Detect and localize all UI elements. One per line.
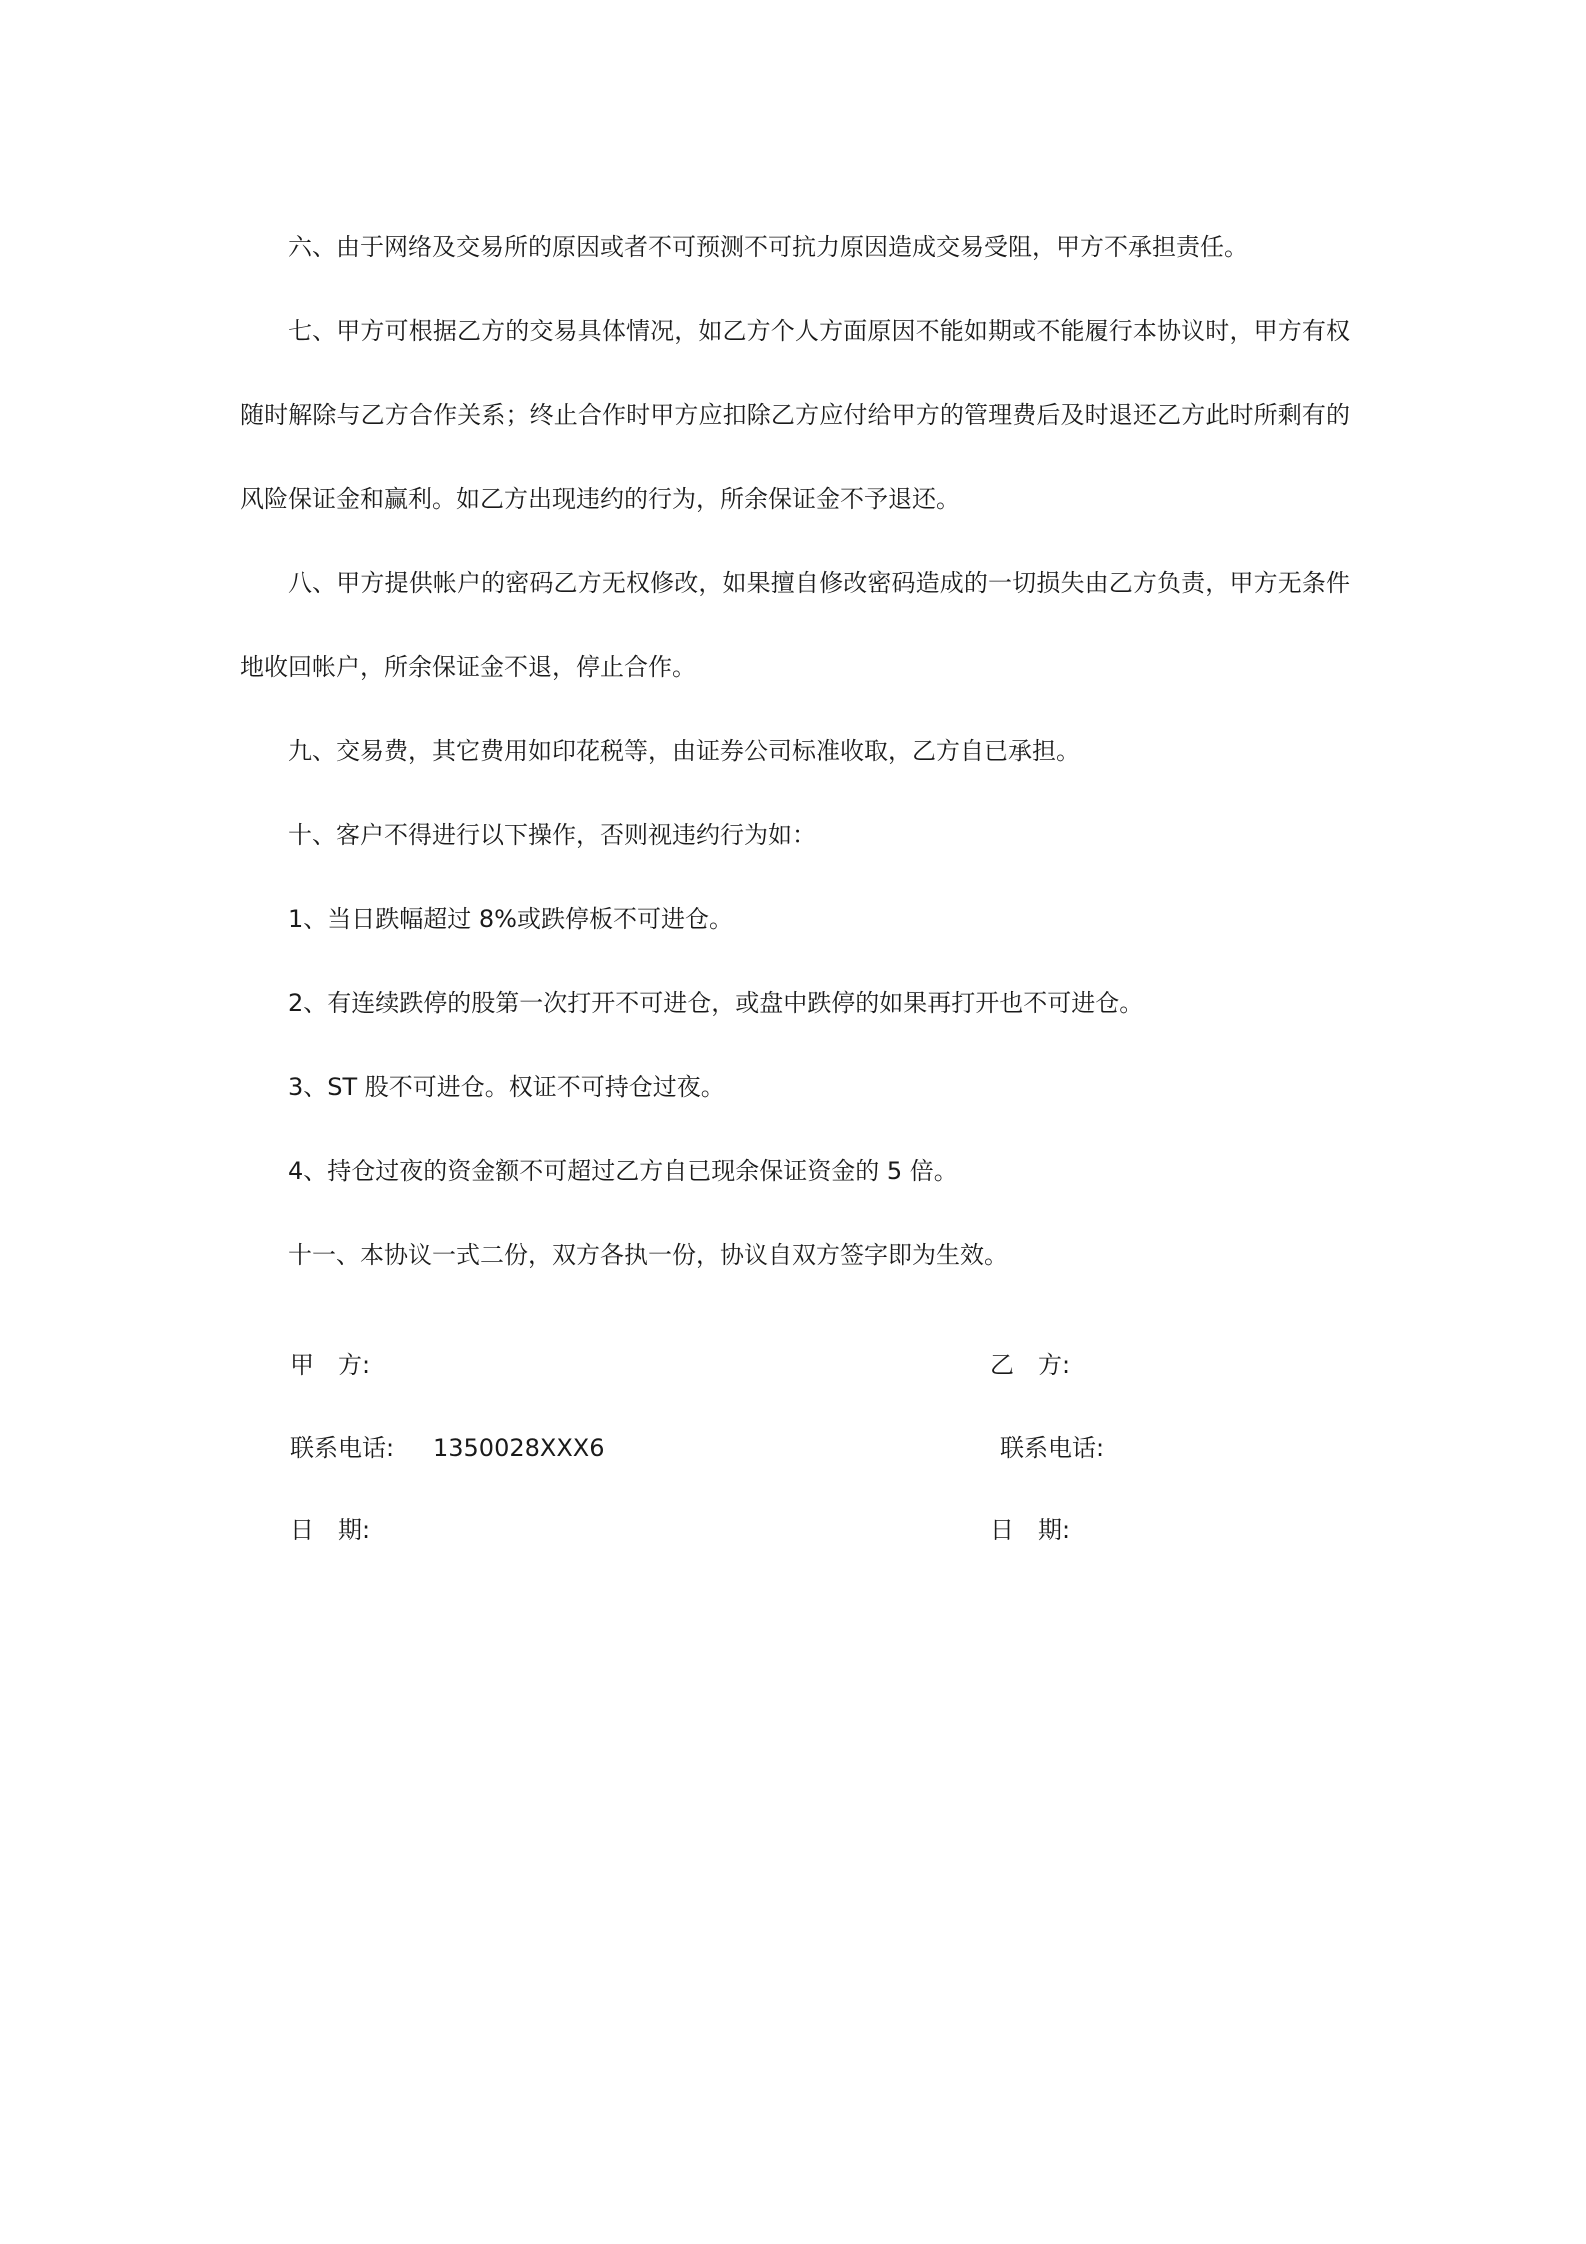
clause-ten-item-4: 4、持仓过夜的资金额不可超过乙方自已现余保证资金的 5 倍。 bbox=[288, 1157, 958, 1185]
clause-six: 六、由于网络及交易所的原因或者不可预测不可抗力原因造成交易受阻，甲方不承担责任。 bbox=[288, 233, 1248, 261]
clause-ten-item-3: 3、ST 股不可进仓。权证不可持仓过夜。 bbox=[288, 1073, 725, 1101]
phone-a-value: 1350028XXX6 bbox=[433, 1434, 605, 1462]
date-a-label: 日 期: bbox=[290, 1516, 371, 1544]
clause-ten-item-2: 2、有连续跌停的股第一次打开不可进仓，或盘中跌停的如果再打开也不可进仓。 bbox=[288, 989, 1144, 1017]
party-a-label: 甲 方: bbox=[290, 1351, 371, 1379]
clause-eleven: 十一、本协议一式二份，双方各执一份，协议自双方签字即为生效。 bbox=[288, 1241, 1008, 1269]
phone-b-label: 联系电话: bbox=[1000, 1434, 1105, 1462]
party-b-label: 乙 方: bbox=[990, 1351, 1071, 1379]
clause-ten-item-1: 1、当日跌幅超过 8%或跌停板不可进仓。 bbox=[288, 905, 733, 933]
clause-eight: 八、甲方提供帐户的密码乙方无权修改，如果擅自修改密码造成的一切损失由乙方负责，甲方无条件地收回帐户，所余保证金不退，停止合作。 bbox=[240, 569, 1350, 681]
clause-seven: 七、甲方可根据乙方的交易具体情况，如乙方个人方面原因不能如期或不能履行本协议时，甲方有权随时解除与乙方合作关系；终止合作时甲方应扣除乙方应付给甲方的管理费后及时退还乙方此时所剩有的风险保证金和赢利。如乙方出现违约的行为，所余保证金不予退还。 bbox=[240, 317, 1350, 513]
clause-nine: 九、交易费，其它费用如印花税等，由证券公司标准收取，乙方自已承担。 bbox=[288, 737, 1080, 765]
clause-ten: 十、客户不得进行以下操作，否则视违约行为如： bbox=[288, 821, 816, 849]
phone-a-label: 联系电话: bbox=[290, 1434, 395, 1462]
date-b-label: 日 期: bbox=[990, 1516, 1071, 1544]
